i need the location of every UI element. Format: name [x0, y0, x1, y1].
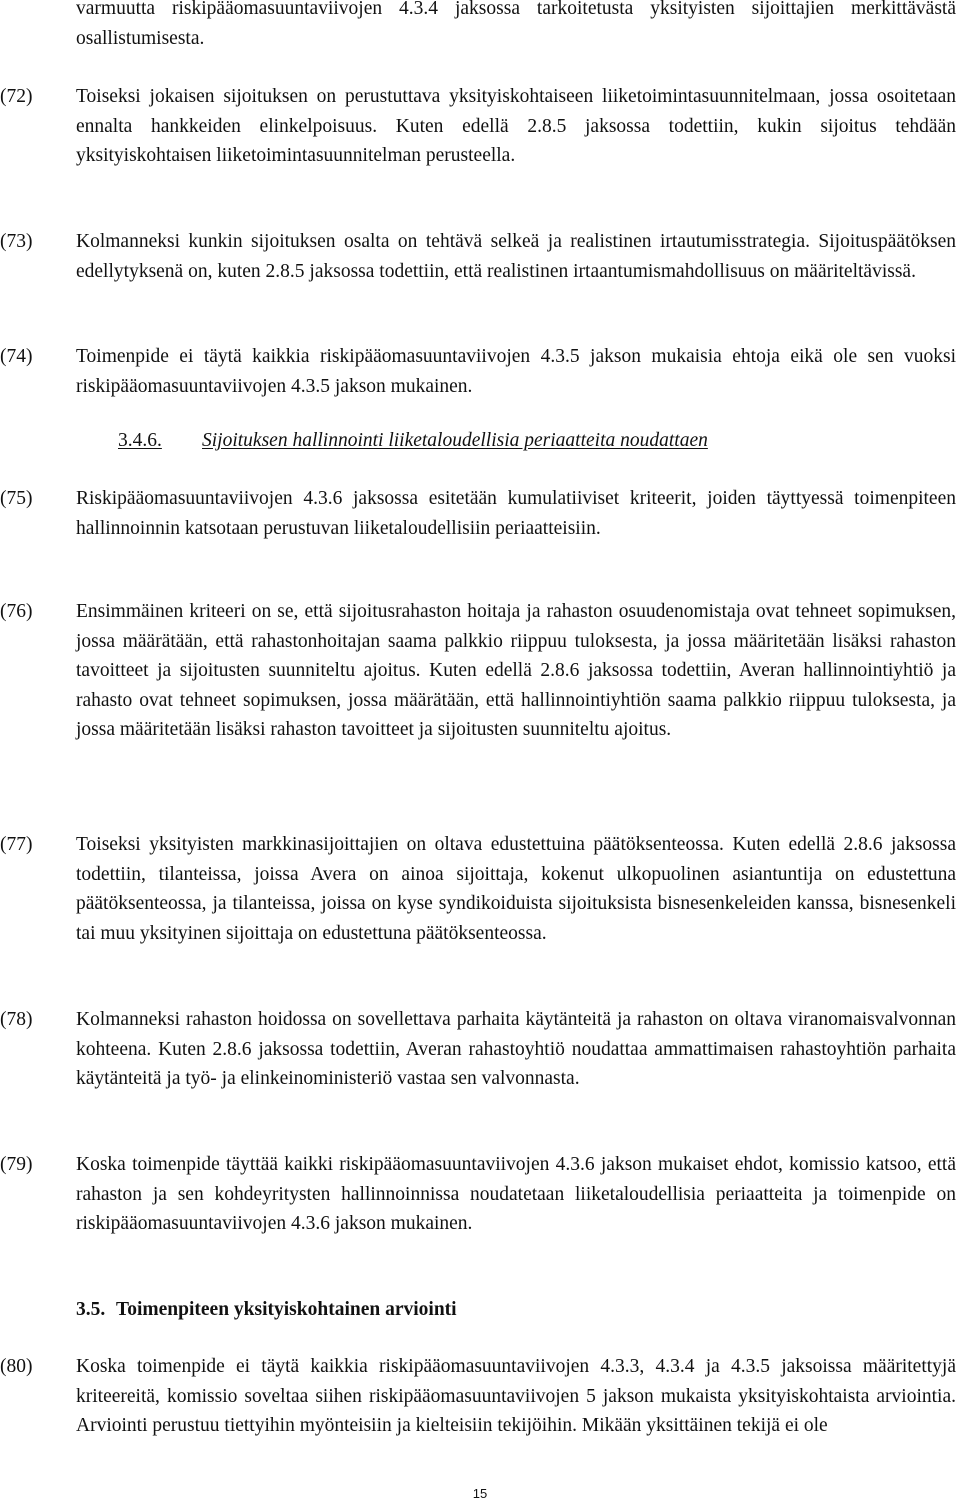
paragraph-text: Kolmanneksi kunkin sijoituksen osalta on tehtävä selkeä ja realistinen irtautumisstrategia. Sijoituspäätöksen edellytyksenä on, kuten 2.8.5 jaksossa todettiin, että realistinen irtaantumismahdollisuus on määriteltävissä. — [76, 231, 956, 282]
paragraph-text: Koska toimenpide täyttää kaikki riskipääomasuuntaviivojen 4.3.6 jakson mukaiset ehdot, komissio katsoo, että rahaston ja sen kohdeyritysten hallinnoinnissa noudatetaan liiketaloudellisia periaatteita ja toimenpide on riskipääomasuuntaviivojen 4.3.6 jakson mukainen. — [76, 1154, 956, 1234]
continuation-paragraph — [0, 0, 960, 53]
paragraph-76 — [0, 597, 960, 745]
paragraph-74 — [0, 342, 960, 401]
paragraph-number: (75) — [0, 488, 33, 509]
paragraph-text: Toimenpide ei täytä kaikkia riskipääomasuuntaviivojen 4.3.5 jakson mukaisia ehtoja eikä ole sen vuoksi riskipääomasuuntaviivojen 4.3.5 jakson mukainen. — [76, 346, 956, 397]
section-number: 3.4.6. — [118, 430, 162, 451]
paragraph-text: Toiseksi jokaisen sijoituksen on perustuttava yksityiskohtaiseen liiketoimintasuunnitelmaan, jossa osoitetaan ennalta hankkeiden elinkelpoisuus. Kuten edellä 2.8.5 jaksossa todettiin, kukin sijoitus tehdään yksityiskohtaisen liiketoimintasuunnitelman perusteella. — [76, 86, 956, 166]
paragraph-number: (73) — [0, 231, 33, 252]
page-number: 15 — [472, 1486, 488, 1501]
paragraph-text: varmuutta riskipääomasuuntaviivojen 4.3.4 jaksossa tarkoitetusta yksityisten sijoittajien merkittävästä osallistumisesta. — [76, 0, 956, 49]
paragraph-number: (79) — [0, 1154, 33, 1175]
paragraph-72 — [0, 82, 960, 171]
paragraph-79 — [0, 1150, 960, 1239]
paragraph-text: Toiseksi yksityisten markkinasijoittajien on oltava edustettuina päätöksenteossa. Kuten edellä 2.8.6 jaksossa todettiin, tilanteissa, joissa Avera on ainoa sijoittaja, kokenut ulkopuolinen asiantuntija on edustettuna päätöksenteossa, ja tilanteissa, joissa on kyse syndikoiduista sijoituksista bisnesenkeleiden kanssa, bisnesenkeli tai muu yksityinen sijoittaja on edustettuna päätöksenteossa. — [76, 834, 956, 944]
paragraph-number: (80) — [0, 1356, 33, 1377]
paragraph-text: Riskipääomasuuntaviivojen 4.3.6 jaksossa esitetään kumulatiiviset kriteerit, joiden täyttyessä toimenpiteen hallinnoinnin katsotaan perustuvan liiketaloudellisiin periaatteisiin. — [76, 488, 956, 539]
paragraph-80 — [0, 1352, 960, 1441]
paragraph-73 — [0, 227, 960, 286]
section-heading-3-4-6 — [118, 426, 708, 456]
section-number: 3.5. — [76, 1299, 106, 1320]
paragraph-78 — [0, 1005, 960, 1094]
section-heading-3-5 — [76, 1295, 457, 1325]
paragraph-text: Koska toimenpide ei täytä kaikkia riskipääomasuuntaviivojen 4.3.3, 4.3.4 ja 4.3.5 jaksoissa määritettyjä kriteereitä, komissio soveltaa siihen riskipääomasuuntaviivojen 5 jakson mukaista yksityiskohtaista arviointia. Arviointi perustuu tiettyihin myönteisiin ja kielteisiin tekijöihin. Mikään yksittäinen tekijä ei ole — [76, 1356, 956, 1436]
paragraph-77 — [0, 830, 960, 948]
paragraph-text: Ensimmäinen kriteeri on se, että sijoitusrahaston hoitaja ja rahaston osuudenomistaja ovat tehneet sopimuksen, jossa määrätään, että rahastonhoitajan saama palkkio riippuu tuloksesta, ja jossa määritetään lisäksi rahaston tavoitteet ja sijoitusten suunniteltu ajoitus. Kuten edellä 2.8.6 jaksossa todettiin, Averan hallinnointiyhtiö ja rahasto ovat tehneet sopimuksen, jossa määrätään, että hallinnointiyhtiön saama palkkio riippuu tuloksesta, ja jossa määritetään lisäksi rahaston tavoitteet ja sijoitusten suunniteltu ajoitus. — [76, 601, 956, 740]
paragraph-number: (78) — [0, 1009, 33, 1030]
paragraph-number: (74) — [0, 346, 33, 367]
paragraph-number: (72) — [0, 86, 33, 107]
paragraph-number: (76) — [0, 601, 33, 622]
paragraph-75 — [0, 484, 960, 543]
section-title: Toimenpiteen yksityiskohtainen arviointi — [116, 1299, 457, 1320]
paragraph-text: Kolmanneksi rahaston hoidossa on sovellettava parhaita käytänteitä ja rahaston on oltava viranomaisvalvonnan kohteena. Kuten 2.8.6 jaksossa todettiin, Averan rahastoyhtiö noudattaa ammattimaisen rahastoyhtiön parhaita käytänteitä ja työ- ja elinkeinoministeriö vastaa sen valvonnasta. — [76, 1009, 956, 1089]
paragraph-number: (77) — [0, 834, 33, 855]
section-title: Sijoituksen hallinnointi liiketaloudellisia periaatteita noudattaen — [202, 430, 708, 451]
